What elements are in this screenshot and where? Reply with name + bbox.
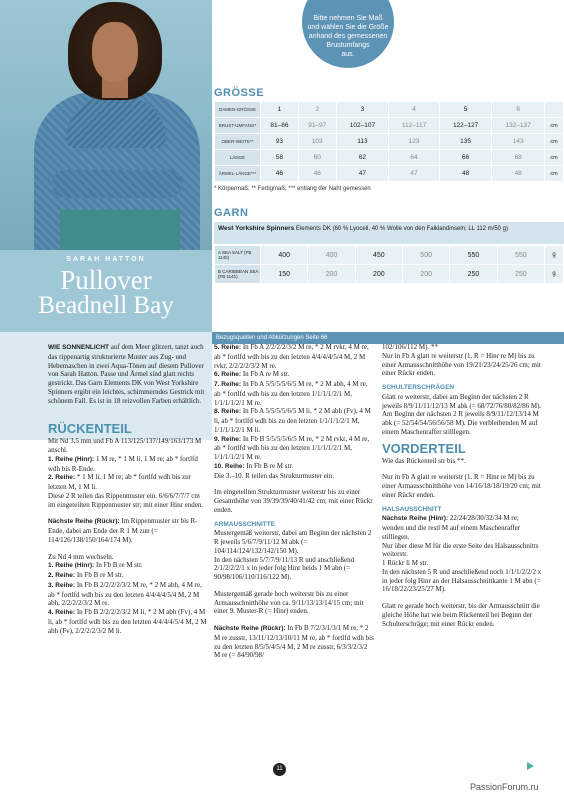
intro-paragraph: [48, 343, 208, 405]
paragraph: [382, 514, 542, 541]
size-table-unit: [545, 102, 563, 117]
armhole-heading: ARMAUSSCHNITTE: [214, 520, 276, 528]
yarn-brand: West Yorkshire Spinners: [218, 225, 295, 232]
row-label: 1. Reihe (Hinr):: [48, 562, 95, 570]
paragraph: Nur in Fb A glatt re weiterstr (1. R = Hinr re M) bis zu einer Armausschnitthöhe von 14/16/18/18/19/20 cm; mit einer Rückr enden.: [382, 473, 541, 499]
yarn-table-cell: 200: [356, 265, 402, 283]
row-label: 1. Reihe (Hinr):: [48, 455, 95, 463]
row-text: In Fb B re M str.: [94, 561, 143, 570]
size-table-cell: 6: [492, 102, 544, 117]
yarn-table-cell: 550: [498, 246, 544, 264]
yarn-table-row: [215, 246, 563, 264]
row-label: 7. Reihe:: [214, 381, 242, 388]
size-table-row: [215, 118, 563, 133]
size-table-cell: 48: [492, 166, 544, 181]
badge-line: und wählen Sie die Größe: [307, 24, 389, 31]
row-label: Nächste Reihe (Rückr):: [48, 518, 120, 526]
row-text: In Fb A re M str.: [241, 370, 290, 379]
intro-text: auf dem Meer glitzert, tanzt auch das rippenartig strukturierte Muster aus Zug- und Hebemaschen in zwei Aqua-Tönen auf diesem Pullover von Sarah Hatton. Passe und Ärmel sind glatt rechts gestrickt. Das Garn Elements DK von West Yorkshire Spinners ergibt ein leichtes, schimmerndes Gestrick mit schönem Fall. Es ist in 18 reizvollen Farben erhältlich.: [48, 343, 205, 405]
yarn-table-cell: 200: [403, 265, 449, 283]
yarn-table-cell: 550: [450, 246, 496, 264]
photo-arms: [52, 170, 182, 198]
row-text: * 1 M li, 1 M re; ab * fortlfd wdh bis zur letzten M, 1 M li.: [48, 473, 191, 491]
continue-arrow-icon: [527, 762, 534, 770]
row-label: 9. Reihe:: [214, 435, 242, 443]
yarn-table-cell: 400: [261, 246, 307, 264]
row-text: In Fb B re M str.: [75, 571, 124, 579]
row-label: 2. Reihe:: [48, 474, 76, 482]
size-heading: GRÖSSE: [214, 87, 265, 99]
paragraph: [214, 435, 374, 462]
size-table-cell: 102–107: [337, 118, 389, 133]
badge-line: Brustumfangs: [326, 42, 370, 49]
paragraph: Glatt re weiterstr, dabei am Beginn der nächsten 2 R jeweils 8/9/11/11/12/13 M abk (= 68/72/76/80/82/86 M).: [382, 392, 542, 410]
badge-line: aus.: [341, 51, 355, 58]
paragraph: Wie das Rückenteil str bis **.: [382, 456, 466, 465]
paragraph: Zu Nd 4 mm wechseln.: [48, 552, 114, 561]
size-table-unit: cm: [545, 150, 563, 165]
size-table-cell: 3: [337, 102, 389, 117]
yarn-heading: GARN: [214, 207, 249, 219]
size-table-cell: 91–97: [299, 118, 336, 133]
paragraph: Am Beginn der nächsten 2 R jeweils 8/9/11/12/13/14 M abk (= 52/54/54/56/56/58 M). Die verbleibenden M auf einem Maschenraffer stilllegen.: [382, 410, 539, 436]
size-table-cell: 66: [440, 150, 492, 165]
size-table-cell: 62: [337, 150, 389, 165]
yarn-table-unit: g: [545, 265, 563, 283]
badge-line: anhand des gemessenen: [308, 33, 388, 40]
paragraph: [48, 571, 208, 581]
size-table-cell: 113: [337, 134, 389, 149]
size-table-cell: 103: [299, 134, 336, 149]
row-text: In Fb B re M str.: [244, 461, 294, 470]
size-table-unit: cm: [545, 118, 563, 133]
row-label: Nächste Reihe (Rückr):: [214, 625, 286, 632]
yarn-table-row: [215, 265, 563, 283]
row-text: In Fb B 7/2/3/1/3/1 M re, * 2 M re zusstr, 13/11/12/13/10/11 M re, ab * fortlfd wdh bis zu den letzten 8/5/5/4/5/4 M, 2 M re zusstr, 6/3/3/2/3/2 M re (= 84/90/98/: [214, 624, 374, 660]
size-table-cell: 48: [440, 166, 492, 181]
size-table-cell: 5: [440, 102, 492, 117]
page-title-line1: Pullover: [60, 265, 152, 295]
size-table-label: ÄRMEL-LÄNGE***: [215, 166, 260, 181]
size-table-cell: 68: [492, 150, 544, 165]
size-note: * Körpermaß; ** Fertigmaß; *** entlang der Naht gemessen: [214, 186, 371, 192]
paragraph: 1 Rückr li M str.: [382, 559, 429, 567]
paragraph: [48, 517, 208, 544]
intro-lead: WIE SONNENLICHT: [48, 344, 110, 351]
yarn-table-cell: 500: [403, 246, 449, 264]
row-label: 6. Reihe:: [214, 371, 242, 379]
size-table-cell: 4: [389, 102, 439, 117]
page-title-line2: Beadnell Bay: [38, 292, 174, 319]
paragraph: [214, 624, 374, 660]
size-table: [214, 101, 564, 182]
yarn-table-cell: 450: [356, 246, 402, 264]
model-photo: [0, 0, 212, 250]
size-table-label: DAMEN-GRÖSSE: [215, 102, 260, 117]
row-label: 2. Reihe:: [48, 572, 76, 579]
paragraph: [214, 462, 374, 472]
size-table-cell: 46: [261, 166, 298, 181]
size-table-row: [215, 150, 563, 165]
yarn-table-cell: 250: [498, 265, 544, 283]
size-table-cell: 81–86: [261, 118, 298, 133]
row-text: In Fb A 5/5/5/5/6/5 M re, * 2 M abh, 4 M re, ab * fortlfd wdh bis zu den letzten 1/1/1/1/2/1 M, 1/1/1/1/2/1 M re.: [214, 380, 368, 407]
size-table-cell: 122–127: [440, 118, 492, 133]
title-block: [0, 250, 212, 332]
paragraph: Nur über diese M für die erste Seite des Halsausschnitts weiterstr.: [382, 541, 539, 559]
size-table-row: [215, 166, 563, 181]
size-table-cell: 123: [389, 134, 439, 149]
row-text: 1 M re, * 1 M li, 1 M re; ab * fortlfd wdh bis R-Ende.: [48, 454, 198, 473]
yarn-table-unit: g: [545, 246, 563, 264]
row-text: 22/24/28/30/32/34 M re; wenden und die restl M auf einem Maschenraffer stilllegen.: [382, 514, 521, 541]
size-table-unit: cm: [545, 134, 563, 149]
paragraph: 102/106/112 M). **: [382, 343, 438, 351]
yarn-table-cell: 400: [308, 246, 354, 264]
paragraph: Diese 2 R teilen das Rippenmuster ein. 6/6/6/7/7/7 cm im eingeteilten Rippenmuster str; mit einer Hinr enden.: [48, 491, 204, 509]
paragraph: In den nächsten 5 R und anschließend noch 1/1/1/2/2/2 x in jeder folg Hinr an der Halsausschnittkante 1 M abn (= 16/18/22/23/25/27 M).: [382, 567, 542, 594]
paragraph: Nur in Fb A glatt re weiterstr (1. R = Hinr re M) bis zu einer Armausschnitthöhe von 19/21/23/24/25/26 cm; mit einer Rückr enden.: [382, 351, 541, 378]
size-table-cell: 47: [389, 166, 439, 181]
back-heading: RÜCKENTEIL: [48, 421, 132, 437]
row-label: 8. Reihe:: [214, 408, 242, 416]
row-text: In Fb B 2/2/2/2/3/2 M li, * 2 M abh (Fv), 4 M li, ab * fortlfd wdh bis zu den letzten 4/4/4/4/5/4 M, 2 M abh (Fv), 2/2/2/2/3/2 M li.: [48, 608, 207, 635]
row-text: In Fb A 5/5/5/5/6/5 M li, * 2 M abh (Fv), 4 M li, ab * fortlfd wdh bis zu den letzten 1/1/1/1/2/1 M, 1/1/1/1/2/1 M li.: [214, 407, 371, 434]
size-table-label: OBER-WEITE**: [215, 134, 260, 149]
row-text: In Fb A 2/2/2/2/3/2 M re, * 2 M rvkr, 4 M re, ab * fortlfd wdh bis zu den letzten 4/4/4/4/5/4 M, 2 M rvkr, 2/2/2/2/3/2 M re.: [214, 343, 369, 370]
yarn-table-cell: 200: [308, 265, 354, 283]
paragraph: Mustergemäß gerade hoch weiterstr bis zu einer Armausschnitthöhe von ca. 9/11/13/13/14/15 cm; mit einer 9. Muster-R (= Hinr) enden.: [214, 589, 364, 616]
size-table-cell: 93: [261, 134, 298, 149]
size-table-cell: 135: [440, 134, 492, 149]
row-label: 3. Reihe:: [48, 581, 76, 589]
paragraph: [214, 407, 374, 434]
row-text: Im Rippenmuster str bis R-Ende, dabei am Ende der R 1 M zun (= 114/126/138/150/164/174 M).: [48, 517, 198, 544]
row-label: Nächste Reihe (Hinr):: [382, 515, 449, 523]
yarn-table-label: A SEA SALT (FB 1140): [215, 246, 260, 264]
paragraph: Mit Nd 3,5 mm und Fb A 113/125/137/149/163/173 M anschl.: [48, 437, 202, 454]
row-label: 10. Reihe:: [214, 462, 245, 470]
watermark: PassionForum.ru: [470, 782, 539, 792]
paragraph: Glatt re gerade hoch weiterstr, bis der Armausschnitt die gleiche Höhe hat wie beim Rückenteil bei Beginn der Schulterschräge; mit einer Rückr enden.: [382, 602, 540, 628]
size-table-cell: 58: [261, 150, 298, 165]
size-table-row: [215, 102, 563, 117]
yarn-details: Elements DK (60 % Lyocell, 40 % Wolle von den Falklandinseln; LL 112 m/50 g): [294, 226, 509, 232]
paragraph: Im eingeteilten Strukturmuster weiterstr bis zu einer Gesamthöhe von 39/39/39/40/41/42 cm; mit einer Rückr enden.: [214, 488, 373, 514]
paragraph: Mustergemäß weiterstr, dabei am Beginn der nächsten 2 R jeweils 5/6/7/9/11/12 M abk (= 104/114/124/132/142/150 M).: [214, 529, 372, 555]
yarn-table: [214, 245, 564, 284]
size-table-cell: 1: [261, 102, 298, 117]
size-table-cell: 64: [389, 150, 439, 165]
paragraph: [214, 380, 374, 407]
paragraph: [48, 561, 208, 571]
paragraph: In den nächsten 5/7/7/9/11/13 R und anschließend 2/1/2/2/2/1 x in jeder folg Hinr beids 1 M abn (= 90/98/106/110/116/122 M).: [214, 555, 355, 581]
paragraph: [48, 581, 208, 608]
yarn-table-label: B CARIBBEAN SEA (FB 1141): [215, 265, 260, 283]
photo-skirt: [60, 210, 180, 250]
paragraph: [48, 608, 208, 635]
row-text: In Fb B 2/2/2/2/3/2 M re, * 2 M abh, 4 M re, ab * fortlfd wdh bis zu den letzten 4/4/4/4/5/4 M, 2 M abh, 2/2/2/2/3/2 M re.: [48, 580, 202, 608]
size-table-unit: cm: [545, 166, 563, 181]
paragraph: [48, 455, 208, 474]
size-table-cell: 47: [337, 166, 389, 181]
size-table-cell: 112–117: [389, 118, 439, 133]
designer-name: SARAH HATTON: [66, 256, 146, 263]
yarn-description: [214, 222, 564, 244]
badge-line: Bitte nehmen Sie Maß: [313, 15, 383, 22]
size-table-cell: 2: [299, 102, 336, 117]
size-table-cell: 143: [492, 134, 544, 149]
size-table-cell: 46: [299, 166, 336, 181]
shoulder-heading: SCHULTERSCHRÄGEN: [382, 384, 455, 391]
paragraph: [214, 370, 374, 380]
size-hint-badge: [302, 0, 394, 68]
size-table-label: LÄNGE: [215, 150, 260, 165]
size-table-cell: 60: [299, 150, 336, 165]
paragraph: [214, 343, 374, 370]
text-column-2: [214, 343, 374, 660]
row-label: 4. Reihe:: [48, 609, 76, 616]
photo-face: [92, 22, 138, 82]
sources-bar: Bezugsquellen und Abkürzungen Seite 66: [212, 332, 564, 344]
yarn-table-cell: 150: [261, 265, 307, 283]
text-column-3: [382, 343, 542, 628]
row-text: In Fb B 5/5/5/5/6/5 M re, * 2 M rvkr, 4 M re, ab * fortlfd wdh bis zu den letzten 1/1/1/1/2/1 M, 1/1/1/1/2/1 M re.: [214, 434, 370, 461]
paragraph: Die 3.–10. R teilen das Strukturmuster ein.: [214, 471, 334, 480]
paragraph: [48, 473, 208, 492]
page-number: 11: [273, 763, 286, 776]
front-heading: VORDERTEIL: [382, 440, 466, 456]
row-label: 5. Reihe:: [214, 344, 242, 351]
size-table-cell: 132–137: [492, 118, 544, 133]
size-table-row: [215, 134, 563, 149]
yarn-table-cell: 250: [450, 265, 496, 283]
neckline-heading: HALSAUSSCHNITT: [382, 505, 442, 513]
size-table-label: BRUST-UMFANG*: [215, 118, 260, 133]
text-column-1: [48, 343, 208, 635]
